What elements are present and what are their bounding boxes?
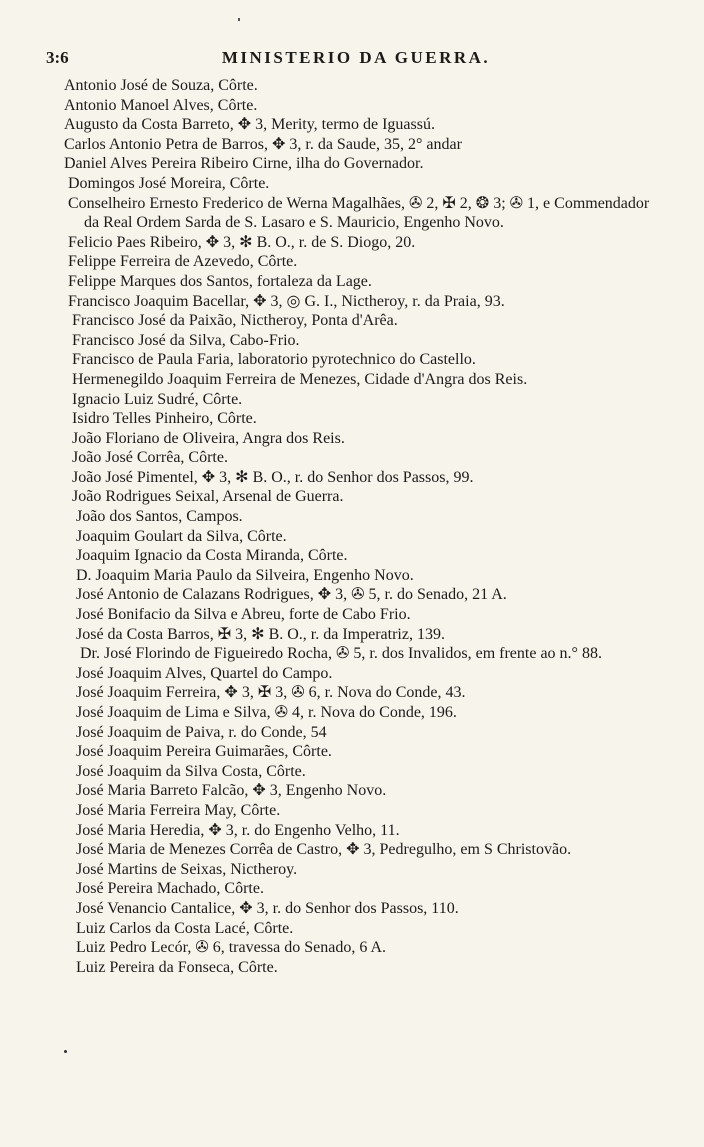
directory-entry: José Joaquim Alves, Quartel do Campo. — [76, 664, 333, 682]
directory-entry: José Martins de Seixas, Nictheroy. — [76, 860, 298, 878]
directory-entry: Francisco Joaquim Bacellar, ✥ 3, ◎ G. I., Nictheroy, r. da Praia, 93. — [68, 292, 505, 310]
directory-entry: José Bonifacio da Silva e Abreu, forte de Cabo Frio. — [76, 606, 411, 624]
directory-entry: Francisco José da Paixão, Nictheroy, Ponta d'Arêa. — [72, 312, 398, 330]
directory-entry: Felicio Paes Ribeiro, ✥ 3, ✻ B. O., r. de S. Diogo, 20. — [68, 233, 416, 251]
directory-entry: João dos Santos, Campos. — [76, 508, 243, 526]
directory-entry: José Maria Heredia, ✥ 3, r. do Engenho Velho, 11. — [76, 821, 400, 839]
directory-entry: José Maria Barreto Falcão, ✥ 3, Engenho Novo. — [76, 782, 387, 800]
directory-entry: Hermenegildo Joaquim Ferreira de Menezes, Cidade d'Angra dos Reis. — [72, 370, 528, 388]
directory-entry: Antonio José de Souza, Côrte. — [64, 77, 258, 94]
directory-entry: Augusto da Costa Barreto, ✥ 3, Merity, termo de Iguassú. — [64, 116, 435, 134]
directory-entry: Isidro Telles Pinheiro, Côrte. — [72, 410, 257, 428]
page-title: MINISTERIO DA GUERRA. — [221, 48, 491, 67]
directory-entry: José Joaquim da Silva Costa, Côrte. — [76, 762, 306, 780]
directory-entry: Francisco de Paula Faria, laboratorio pyrotechnico do Castello. — [72, 351, 476, 369]
directory-entry: Carlos Antonio Petra de Barros, ✥ 3, r. da Saude, 35, 2° andar — [64, 135, 462, 153]
directory-entry: Joaquim Goulart da Silva, Côrte. — [76, 527, 287, 545]
directory-entry: José Joaquim Pereira Guimarães, Côrte. — [76, 743, 332, 761]
directory-entry: José Antonio de Calazans Rodrigues, ✥ 3, ✇ 5, r. do Senado, 21 A. — [76, 586, 507, 604]
entry-list — [64, 76, 654, 977]
print-speck — [64, 1050, 67, 1053]
directory-entry: Daniel Alves Pereira Ribeiro Cirne, ilha do Governador. — [64, 155, 424, 173]
page-header — [46, 48, 666, 74]
directory-entry: Dr. José Florindo de Figueiredo Rocha, ✇ 5, r. dos Invalidos, em frente ao n.° 88. — [80, 645, 602, 663]
directory-entry: D. Joaquim Maria Paulo da Silveira, Engenho Novo. — [76, 566, 414, 584]
directory-entry: Luiz Carlos da Costa Lacé, Côrte. — [76, 919, 294, 937]
directory-entry: Antonio Manoel Alves, Côrte. — [64, 96, 258, 114]
directory-entry: José Joaquim Ferreira, ✥ 3, ✠ 3, ✇ 6, r. Nova do Conde, 43. — [76, 684, 466, 702]
directory-entry: João José Corrêa, Côrte. — [72, 449, 228, 467]
directory-entry: José Pereira Machado, Côrte. — [76, 880, 264, 898]
directory-entry: José Joaquim de Lima e Silva, ✇ 4, r. Nova do Conde, 196. — [76, 704, 457, 721]
directory-entry: Luiz Pereira da Fonseca, Côrte. — [76, 958, 278, 976]
directory-entry: Ignacio Luiz Sudré, Côrte. — [72, 390, 243, 408]
directory-entry: João José Pimentel, ✥ 3, ✻ B. O., r. do Senhor dos Passos, 99. — [72, 468, 474, 486]
directory-entry: Felippe Ferreira de Azevedo, Côrte. — [68, 253, 298, 271]
directory-entry: Francisco José da Silva, Cabo-Frio. — [72, 331, 300, 349]
directory-entry: Felippe Marques dos Santos, fortaleza da Lage. — [68, 272, 372, 290]
directory-entry: Domingos José Moreira, Côrte. — [68, 174, 270, 192]
directory-entry: José da Costa Barros, ✠ 3, ✻ B. O., r. da Imperatriz, 139. — [76, 625, 445, 643]
directory-entry: Conselheiro Ernesto Frederico de Werna Magalhães, ✇ 2, ✠ 2, ❂ 3; ✇ 1, e Commendador da Real Ordem Sarda de S. Lasaro e S. Mauricio, Engenho Novo. — [68, 194, 650, 232]
directory-entry: Luiz Pedro Lecór, ✇ 6, travessa do Senado, 6 A. — [76, 939, 387, 957]
directory-entry: José Maria Ferreira May, Côrte. — [76, 801, 281, 819]
directory-entry: João Rodrigues Seixal, Arsenal de Guerra. — [72, 488, 344, 506]
directory-entry: José Venancio Cantalice, ✥ 3, r. do Senhor dos Passos, 110. — [76, 899, 459, 917]
print-mark — [238, 18, 240, 21]
directory-entry: José Joaquim de Paiva, r. do Conde, 54 — [76, 723, 327, 741]
page-number: 3:6 — [46, 48, 69, 67]
directory-entry: Joaquim Ignacio da Costa Miranda, Côrte. — [76, 547, 348, 565]
directory-entry: João Floriano de Oliveira, Angra dos Reis. — [72, 429, 345, 447]
directory-entry: José Maria de Menezes Corrêa de Castro, ✥ 3, Pedregulho, em S Christovão. — [76, 841, 572, 859]
